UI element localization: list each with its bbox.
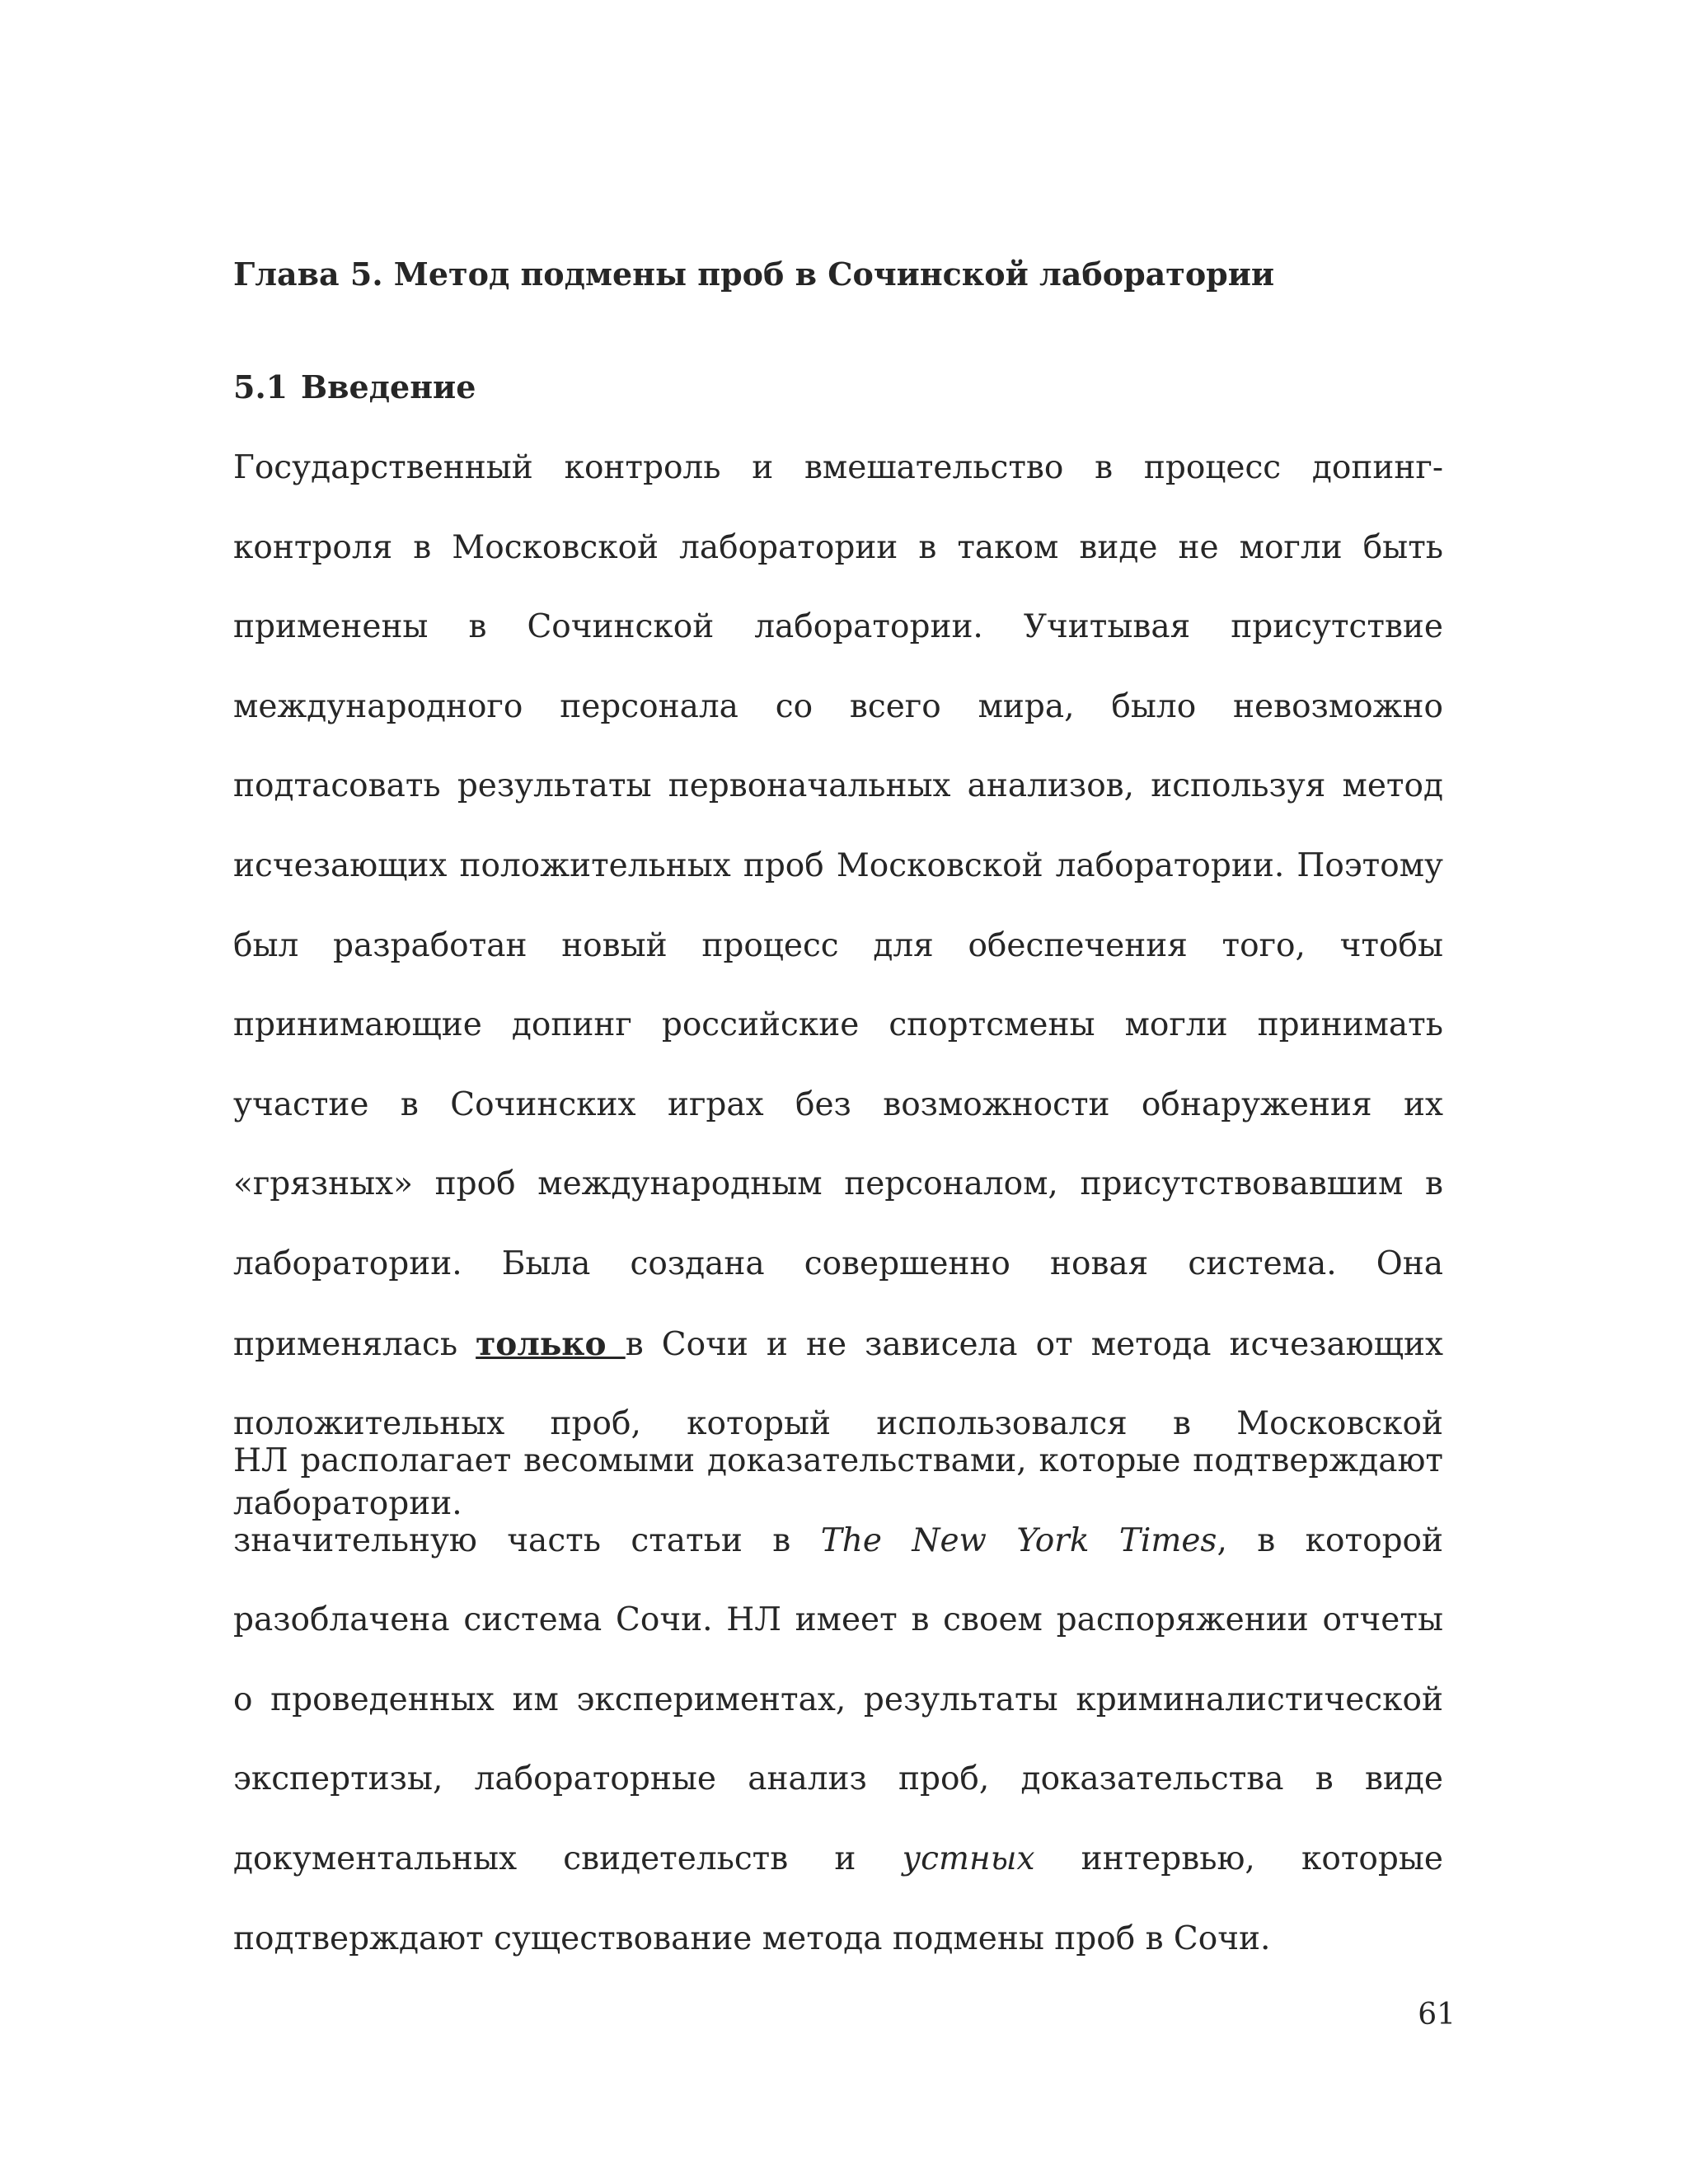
paragraph-intro [233, 429, 1443, 1544]
section-number: 5.1 [233, 368, 288, 405]
publication-title: The New York Times [820, 1521, 1217, 1559]
paragraph-text: , в которой разоблачена система Сочи. НЛ имеет в своем распоряжении отчеты о проведенных им экспериментах, результаты криминалистической экспертизы, лабораторные анализ проб, доказательства в виде документальных свидетельств и [233, 1521, 1444, 1877]
paragraph-text: НЛ располагает весомыми доказательствами, которые подтверждают значительную часть статьи в [233, 1442, 1443, 1559]
section-title: Введение [301, 368, 476, 405]
paragraph-text: Государственный контроль и вмешательство в процесс допинг-контроля в Московской лаборатории в таком виде не могли быть применены в Сочинской лаборатории. Учитывая присутствие международного персонала со всего мира, было невозможно подтасовать результаты первоначальных анализов, используя метод исчезающих положительных проб Московской лаборатории. Поэтому был разработан новый процесс для обеспечения того, чтобы принимающие допинг российские спортсмены могли принимать участие в Сочинских играх без возможности обнаружения их «грязных» проб международным персоналом, присутствовавшим в лаборатории. Была создана совершенно новая система. Она применялась [233, 449, 1443, 1363]
paragraph-text: в Сочи и не зависела от метода исчезающих положительных проб, который использовался в Московской лаборатории. [233, 1325, 1443, 1522]
page-number: 61 [1418, 1998, 1456, 2032]
section-heading [233, 364, 476, 410]
underlined-emphasis: только [476, 1324, 626, 1363]
paragraph-evidence [233, 1422, 1443, 1979]
paragraph-text: интервью, которые подтверждают существование метода подмены проб в Сочи. [233, 1840, 1443, 1957]
chapter-title: Глава 5. Метод подмены проб в Сочинской лаборатории [233, 255, 1275, 293]
italic-emphasis: устных [902, 1840, 1035, 1877]
